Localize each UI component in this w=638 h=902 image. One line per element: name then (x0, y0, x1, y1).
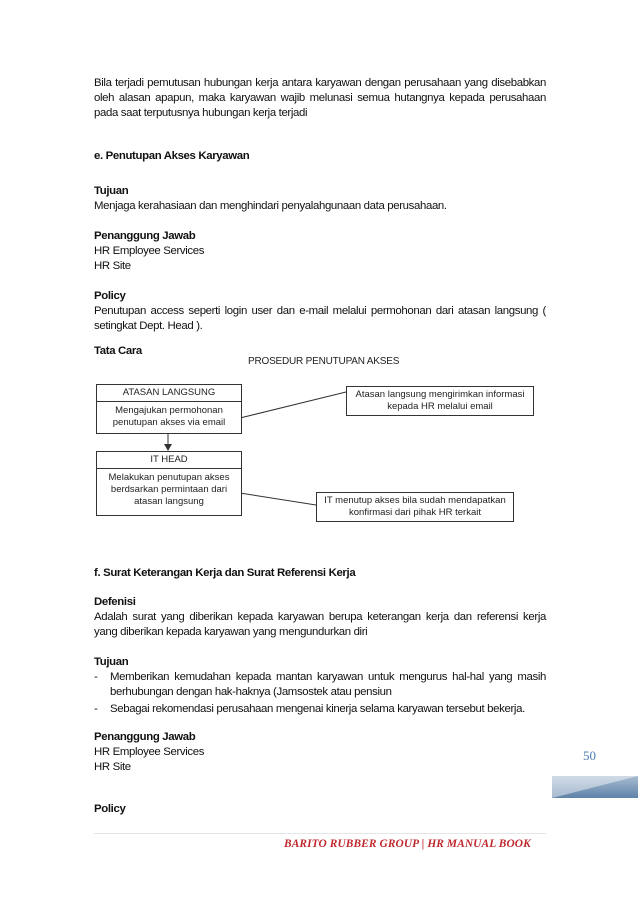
list-item-line: berhubungan dengan hak-haknya (Jamsostek atau pensiun (110, 686, 392, 698)
section-f-definisi-label: Defenisi (94, 596, 136, 608)
footer-divider (94, 833, 546, 834)
box-atasan-langsung-text-2: penutupan akses via email (112, 417, 226, 428)
section-e-heading: e. Penutupan Akses Karyawan (94, 150, 250, 162)
intro-line-3: pada saat terputusnya hubungan kerja terjadi (94, 107, 308, 119)
box-atasan-langsung-text-1: Mengajukan permohonan (115, 405, 223, 416)
diagram-title: PROSEDUR PENUTUPAN AKSES (248, 356, 400, 367)
section-e-policy-line-1: Penutupan access seperti login user dan e-mail melalui permohonan dari atasan langsung ( (94, 305, 546, 317)
section-e-pj-line-2: HR Site (94, 260, 131, 272)
list-dash: - (94, 703, 98, 715)
section-e-pj-label: Penanggung Jawab (94, 230, 196, 242)
section-f-pj-label: Penanggung Jawab (94, 731, 196, 743)
intro-line-1: Bila terjadi pemutusan hubungan kerja antara karyawan dengan perusahaan yang disebabkan (94, 77, 546, 89)
section-f-definisi-line-2: yang diberikan kepada karyawan yang mengundurkan diri (94, 626, 368, 638)
section-e-policy-label: Policy (94, 290, 126, 302)
section-f-heading: f. Surat Keterangan Kerja dan Surat Referensi Kerja (94, 567, 356, 579)
section-e-tujuan-label: Tujuan (94, 185, 129, 197)
section-e-policy-line-2: setingkat Dept. Head ). (94, 320, 203, 332)
page-tab-fill (552, 776, 638, 798)
box-atasan-langsung-title: ATASAN LANGSUNG (97, 385, 241, 402)
list-item-line: Memberikan kemudahan kepada mantan karyawan untuk mengurus hal-hal yang masih (110, 671, 546, 683)
box-it-head-text-3: atasan langsung (134, 496, 204, 507)
note-atasan-info-line-2: kepada HR melalui email (387, 401, 493, 412)
list-item-line: Sebagai rekomendasi perusahaan mengenai kinerja selama karyawan tersebut bekerja. (110, 703, 525, 715)
section-f-policy-label: Policy (94, 803, 126, 815)
note-atasan-info-line-1: Atasan langsung mengirimkan informasi (355, 389, 525, 400)
section-e-tata-cara-label: Tata Cara (94, 345, 142, 357)
box-it-head-title: IT HEAD (97, 452, 241, 469)
box-it-head-text-1: Melakukan penutupan akses (108, 472, 230, 483)
note-it-close-line-2: konfirmasi dari pihak HR terkait (349, 507, 481, 518)
section-f-pj-line-2: HR Site (94, 761, 131, 773)
section-f-tujuan-label: Tujuan (94, 656, 129, 668)
section-e-tujuan-text: Menjaga kerahasiaan dan menghindari penyalahgunaan data perusahaan. (94, 200, 447, 212)
footer-title: BARITO RUBBER GROUP | HR MANUAL BOOK (284, 838, 531, 850)
section-f-definisi-line-1: Adalah surat yang diberikan kepada karyawan berupa keterangan kerja dan referensi kerja (94, 611, 546, 623)
intro-line-2: oleh alasan apapun, maka karyawan wajib melunasi semua hutangnya kepada perusahaan (94, 92, 546, 104)
page-number: 50 (583, 748, 596, 763)
note-it-close-line-1: IT menutup akses bila sudah mendapatkan (324, 495, 506, 506)
section-e-pj-line-1: HR Employee Services (94, 245, 205, 257)
box-it-head-text-2: berdsarkan permintaan dari (110, 484, 228, 495)
list-dash: - (94, 671, 98, 683)
section-f-pj-line-1: HR Employee Services (94, 746, 205, 758)
